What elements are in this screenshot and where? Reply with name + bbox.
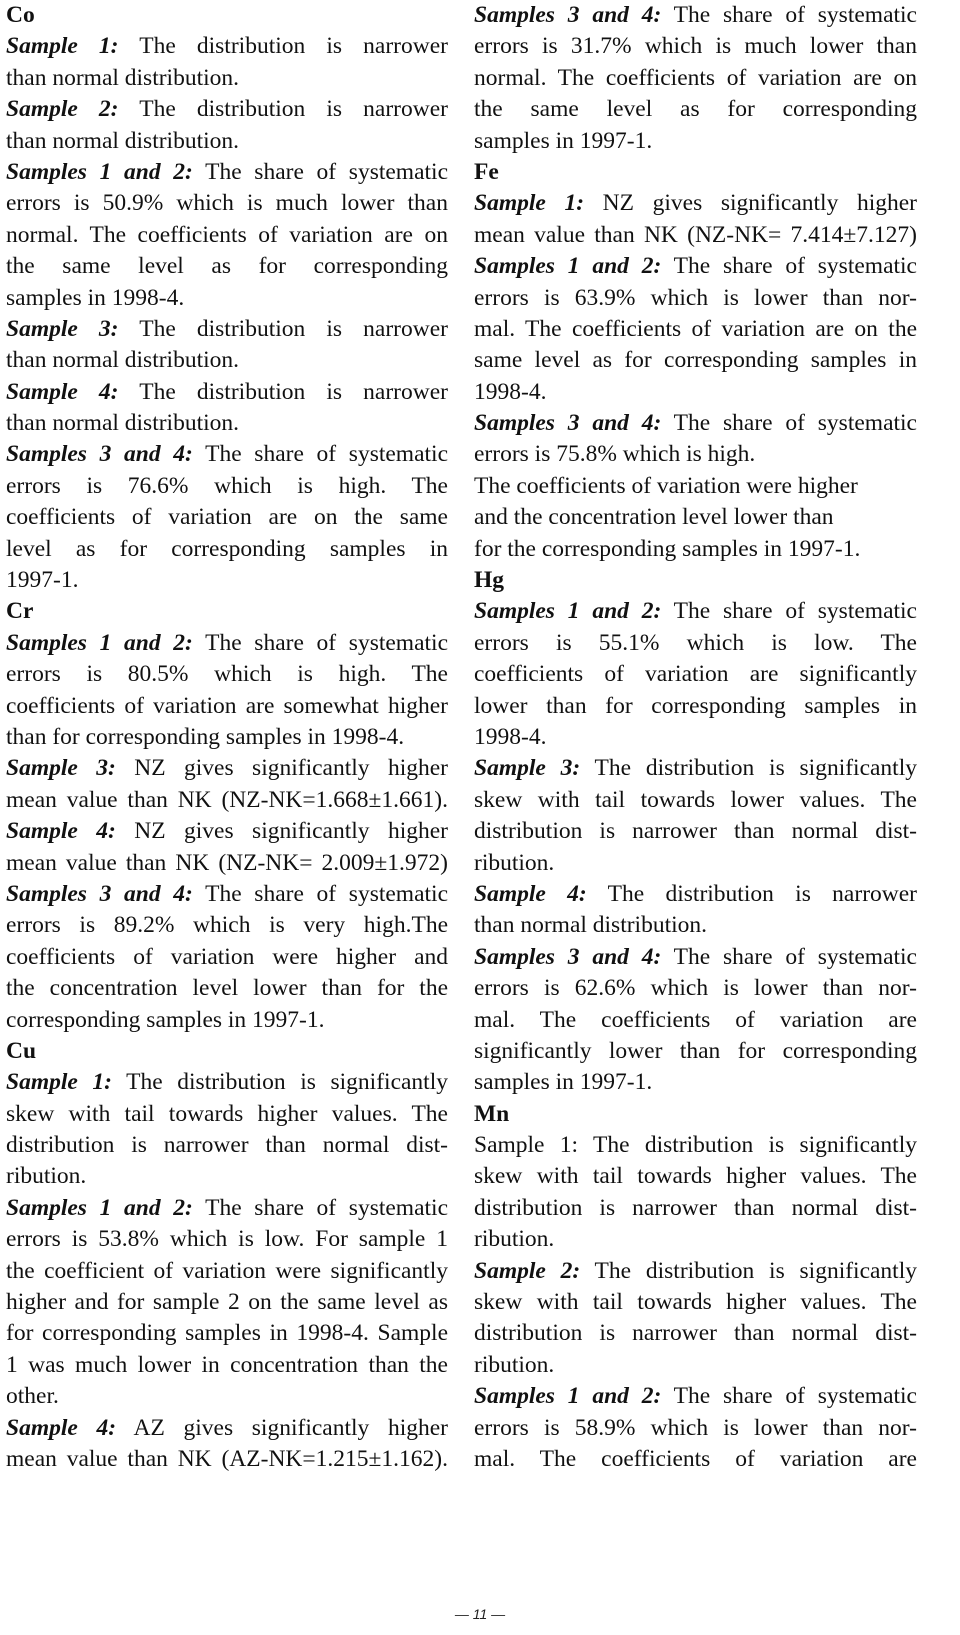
line-text: normal. The coefficients of variation are on [474,64,917,91]
line-text: distribution is narrower than normal dist- [474,1194,917,1221]
text-line [6,408,448,439]
text-line [6,1381,448,1412]
line-text: Cu [6,1037,37,1064]
line-text: The share of systematic [661,598,917,625]
line-text: mal. The coefficients of variation are [474,1445,917,1472]
line-text: The share of systematic [661,253,917,280]
sample-label: Samples 1 and 2: [6,158,193,185]
text-line [474,1256,917,1287]
text-line [474,1130,917,1161]
line-text: The share of systematic [192,158,448,185]
line-text: Co [6,2,35,28]
line-text: samples in 1998-4. [6,284,185,311]
line-text: The share of systematic [661,943,917,970]
line-text: NZ gives significantly higher [115,755,448,782]
line-text: mal. The coefficients of variation are on the [474,315,917,342]
line-text: The distribution is narrower [118,96,448,123]
text-line [6,251,448,282]
line-text: errors is 75.8% which is high. [474,441,756,468]
line-text: mal. The coefficients of variation are [474,1006,917,1033]
line-text: distribution is narrower than normal dist- [474,818,917,845]
line-text: errors is 89.2% which is very high.The [6,912,448,939]
section-heading [474,565,917,596]
text-line [474,879,917,910]
line-text: errors is 63.9% which is lower than nor- [474,284,917,311]
line-text: the coefficient of variation were significantly [6,1257,448,1284]
line-text: The distribution is significantly [580,755,917,782]
line-text: than normal distribution. [6,347,240,374]
text-line [6,1413,448,1444]
line-text: Fe [474,158,499,185]
text-line [474,785,917,816]
line-text: mean value than NK (AZ-NK=1.215±1.162). [6,1445,448,1472]
line-text: than normal distribution. [6,410,240,437]
text-line [6,1161,448,1192]
line-text: than for corresponding samples in 1998-4. [6,723,405,750]
text-line [6,722,448,753]
line-text: The share of systematic [661,1383,917,1410]
text-line [6,942,448,973]
text-line [474,126,917,157]
sample-label: Sample 2: [474,1257,581,1284]
line-text: errors is 55.1% which is low. The [474,629,917,656]
line-text: skew with tail towards lower values. The [474,786,917,813]
line-text: mean value than NK (NZ-NK= 2.009±1.972) [6,849,448,876]
sample-label: Sample 2: [6,96,119,123]
line-text: The distribution is narrower [118,315,448,342]
text-line [474,596,917,627]
text-line [6,1099,448,1130]
text-line [6,345,448,376]
line-text: and the concentration level lower than [474,504,834,531]
text-line [474,1224,917,1255]
text-line [6,659,448,690]
text-line [6,785,448,816]
text-line [474,1350,917,1381]
text-line [474,251,917,282]
text-line [6,31,448,62]
line-text: skew with tail towards higher values. The [474,1289,917,1316]
text-line [474,910,917,941]
sample-label: Samples 1 and 2: [6,629,193,656]
sample-label: Sample 4: [474,880,587,907]
line-text: The distribution is significantly [111,1069,448,1096]
text-line [474,1005,917,1036]
section-heading [6,0,448,31]
text-line [474,220,917,251]
line-text: NZ gives significantly higher [584,190,917,217]
text-line [6,691,448,722]
line-text: normal. The coefficients of variation are on [6,221,448,248]
line-text: Sample 1: The distribution is significantly [474,1132,917,1159]
line-text: for the corresponding samples in 1997-1. [474,535,861,562]
text-line [474,0,917,31]
text-line [6,157,448,188]
text-line [6,973,448,1004]
text-line [6,1067,448,1098]
line-text: The share of systematic [192,880,448,907]
line-text: than normal distribution. [6,127,240,154]
sample-label: Sample 3: [6,755,116,782]
text-line [474,1444,917,1475]
text-line [6,1350,448,1381]
text-line [474,848,917,879]
text-line [474,63,917,94]
page-number: — 11 — [454,1606,506,1622]
line-text: The distribution is significantly [580,1257,917,1284]
line-text: coefficients of variation were higher and [6,943,448,970]
text-line [6,628,448,659]
text-line [474,816,917,847]
line-text: 1 was much lower in concentration than the [6,1351,448,1378]
text-line [6,1005,448,1036]
text-line [6,1444,448,1475]
section-heading [474,157,917,188]
line-text: The share of systematic [192,441,448,468]
line-text: ribution. [474,849,555,876]
text-line [474,502,917,533]
sample-label: Samples 1 and 2: [474,598,662,625]
line-text: 1998-4. [474,723,547,750]
line-text: coefficients of variation are somewhat higher [6,692,448,719]
sample-label: Samples 3 and 4: [474,410,662,437]
line-text: than normal distribution. [6,64,240,91]
line-text: AZ gives significantly higher [116,1414,448,1441]
text-line [6,1318,448,1349]
text-line [474,659,917,690]
line-text: the same level as for corresponding [6,253,448,280]
line-text: coefficients of variation are on the same [6,504,448,531]
line-text: same level as for corresponding samples in [474,347,917,374]
sample-label: Sample 1: [474,190,585,217]
line-text: higher and for sample 2 on the same level as [6,1289,448,1316]
right-column [474,0,917,1475]
line-text: errors is 76.6% which is high. The [6,472,448,499]
line-text: errors is 53.8% which is low. For sample 1 [6,1226,448,1253]
sample-label: Samples 3 and 4: [474,943,662,970]
sample-label: Sample 1: [6,1069,112,1096]
line-text: the concentration level lower than for the [6,975,448,1002]
sample-label: Samples 1 and 2: [474,253,662,280]
text-line [6,816,448,847]
text-line [6,63,448,94]
text-line [474,377,917,408]
line-text: Hg [474,567,505,594]
text-line [474,345,917,376]
sample-label: Sample 4: [6,1414,117,1441]
line-text: level as for corresponding samples in [6,535,448,562]
line-text: The share of systematic [661,2,917,28]
sample-label: Samples 1 and 2: [6,1194,193,1221]
text-line [474,1413,917,1444]
line-text: for corresponding samples in 1998-4. Sample [6,1320,448,1347]
line-text: errors is 58.9% which is lower than nor- [474,1414,917,1441]
text-line [474,753,917,784]
text-line [6,502,448,533]
text-line [474,628,917,659]
sample-label: Sample 1: [6,33,119,60]
line-text: The share of systematic [661,410,917,437]
sample-label: Samples 3 and 4: [474,2,662,28]
text-line [6,188,448,219]
text-line [474,1318,917,1349]
text-line [474,1161,917,1192]
line-text: ribution. [474,1226,555,1253]
text-line [474,534,917,565]
line-text: Cr [6,598,34,625]
line-text: mean value than NK (NZ-NK=1.668±1.661). [6,786,448,813]
line-text: ribution. [6,1163,87,1190]
text-line [474,408,917,439]
text-line [6,220,448,251]
line-text: samples in 1997-1. [474,1069,653,1096]
line-text: The coefficients of variation were higher [474,472,858,499]
text-line [474,942,917,973]
sample-label: Samples 3 and 4: [6,880,193,907]
line-text: errors is 31.7% which is much lower than [474,33,917,60]
text-line [474,188,917,219]
text-line [474,283,917,314]
line-text: samples in 1997-1. [474,127,653,154]
section-heading [6,596,448,627]
text-line [6,1193,448,1224]
sample-label: Sample 3: [474,755,581,782]
text-line [474,722,917,753]
text-line [6,1256,448,1287]
text-line [6,753,448,784]
line-text: coefficients of variation are significantly [474,661,917,688]
text-line [474,1036,917,1067]
line-text: than normal distribution. [474,912,708,939]
line-text: The share of systematic [192,1194,448,1221]
text-line [6,534,448,565]
line-text: lower than for corresponding samples in [474,692,917,719]
text-line [6,1287,448,1318]
text-line [6,439,448,470]
line-text: the same level as for corresponding [474,96,917,123]
line-text: distribution is narrower than normal dist- [474,1320,917,1347]
text-line [474,31,917,62]
text-line [6,94,448,125]
line-text: other. [6,1383,59,1410]
text-line [474,973,917,1004]
line-text: skew with tail towards higher values. The [6,1100,448,1127]
line-text: errors is 50.9% which is much lower than [6,190,448,217]
text-line [474,471,917,502]
text-line [6,126,448,157]
text-line [474,314,917,345]
sample-label: Sample 3: [6,315,119,342]
line-text: Mn [474,1100,510,1127]
line-text: corresponding samples in 1997-1. [6,1006,325,1033]
sample-label: Samples 3 and 4: [6,441,193,468]
line-text: The distribution is narrower [586,880,917,907]
left-column [6,0,448,1475]
line-text: The share of systematic [192,629,448,656]
line-text: mean value than NK (NZ-NK= 7.414±7.127) [474,221,917,248]
line-text: errors is 80.5% which is high. The [6,661,448,688]
text-line [474,439,917,470]
text-line [474,1381,917,1412]
line-text: The distribution is narrower [118,378,448,405]
text-line [6,1224,448,1255]
sample-label: Sample 4: [6,378,119,405]
line-text: NZ gives significantly higher [115,818,448,845]
text-line [474,94,917,125]
line-text: significantly lower than for corresponding [474,1037,917,1064]
line-text: distribution is narrower than normal dist- [6,1132,448,1159]
text-line [6,283,448,314]
sample-label: Sample 4: [6,818,116,845]
text-line [474,691,917,722]
text-line [474,1287,917,1318]
section-heading [6,1036,448,1067]
text-line [6,910,448,941]
text-line [6,314,448,345]
line-text: 1997-1. [6,567,79,594]
text-line [6,848,448,879]
text-line [6,565,448,596]
text-line [6,471,448,502]
text-line [474,1067,917,1098]
section-heading [474,1099,917,1130]
line-text: 1998-4. [474,378,547,405]
text-line [6,879,448,910]
text-line [6,1130,448,1161]
text-line [6,377,448,408]
line-text: ribution. [474,1351,555,1378]
line-text: The distribution is narrower [118,33,448,60]
line-text: errors is 62.6% which is lower than nor- [474,975,917,1002]
line-text: skew with tail towards higher values. The [474,1163,917,1190]
sample-label: Samples 1 and 2: [474,1383,662,1410]
text-line [474,1193,917,1224]
